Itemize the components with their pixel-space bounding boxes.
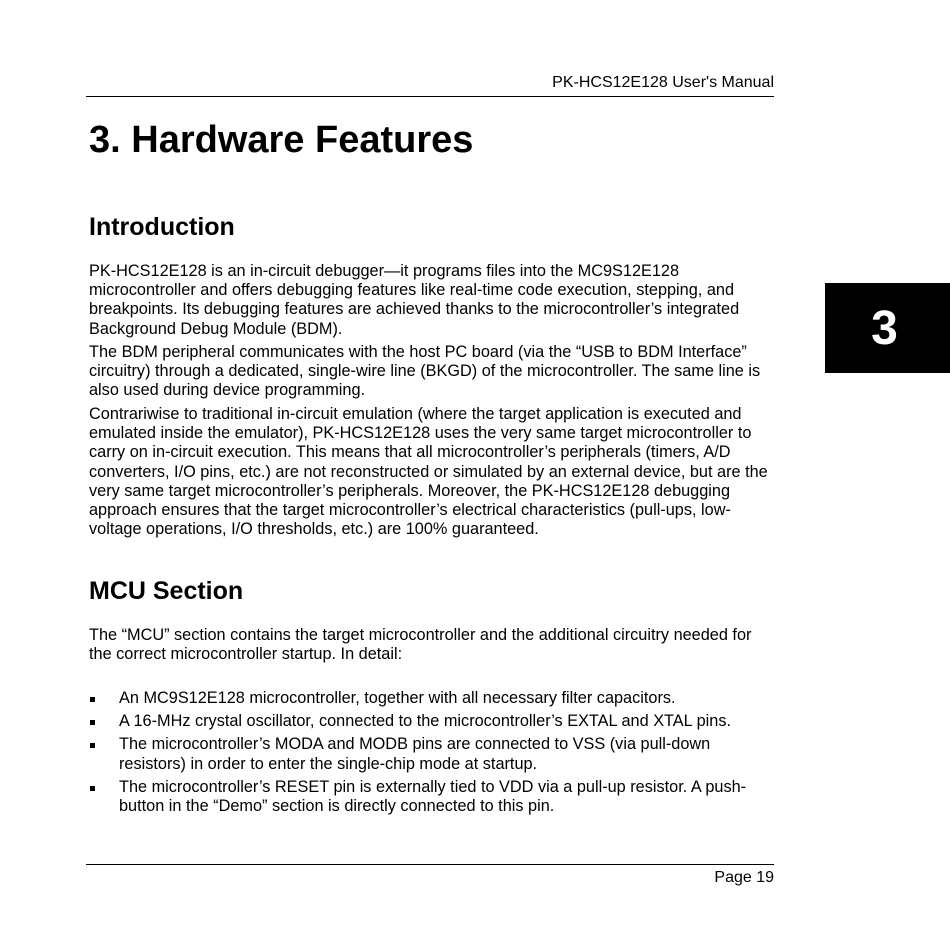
square-bullet-icon [90, 743, 95, 748]
square-bullet-icon [90, 697, 95, 702]
bullet-text: A 16-MHz crystal oscillator, connected to the microcontroller’s EXTAL and XTAL pins. [119, 712, 732, 731]
chapter-tab: 3 [825, 283, 950, 373]
bullet-text: The microcontroller’s MODA and MODB pins are connected to VSS (via pull-down resistors) in order to enter the single-chip mode at startup. [119, 735, 711, 773]
list-item [89, 689, 779, 708]
running-header: PK-HCS12E128 User's Manual [552, 74, 774, 91]
bullet-text: The microcontroller’s RESET pin is externally tied to VDD via a pull-up resistor. A push-button in the “Demo” section is directly connected to this pin. [119, 777, 747, 816]
bullet-text: An MC9S12E128 microcontroller, together with all necessary filter capacitors. [119, 689, 676, 707]
page-number: Page 19 [714, 869, 774, 886]
list-item [89, 778, 779, 816]
introduction-heading: Introduction [89, 213, 235, 241]
list-item [89, 735, 779, 773]
mcu-section-heading: MCU Section [89, 577, 244, 605]
chapter-title: 3. Hardware Features [89, 119, 474, 161]
header-rule [86, 96, 774, 97]
list-item [89, 712, 779, 731]
intro-paragraph-3: Contrariwise to traditional in-circuit emulation (where the target application is executed and emulated inside the emulator), PK-HCS12E128 uses the very same target microcontroller to carry on in-circuit execution. This means that all microcontroller’s peripherals (timers, A/D converters, I/O pins, etc.) are not reconstructed or simulated by an external device, but are the very same target microcontroller’s peripherals. Moreover, the PK-HCS12E128 debugging approach ensures that the target microcontroller’s electrical characteristics (pull-ups, low-voltage operations, I/O thresholds, etc.) are 100% guaranteed. [89, 405, 768, 539]
mcu-intro-paragraph: The “MCU” section contains the target microcontroller and the additional circuitry needed for the correct microcontroller startup. In detail: [89, 626, 752, 664]
intro-paragraph-1: PK-HCS12E128 is an in-circuit debugger—it programs files into the MC9S12E128 microcontroller and offers debugging features like real-time code execution, stepping, and breakpoints. Its debugging features are achieved thanks to the microcontroller’s integrated Background Debug Module (BDM). [89, 262, 740, 338]
intro-paragraph-2: The BDM peripheral communicates with the host PC board (via the “USB to BDM Interface” circuitry) through a dedicated, single-wire line (BKGD) of the microcontroller. The same line is also used during device programming. [89, 343, 761, 400]
square-bullet-icon [90, 720, 95, 725]
footer-rule [86, 864, 774, 865]
mcu-bullet-list [89, 689, 779, 820]
square-bullet-icon [90, 786, 95, 791]
